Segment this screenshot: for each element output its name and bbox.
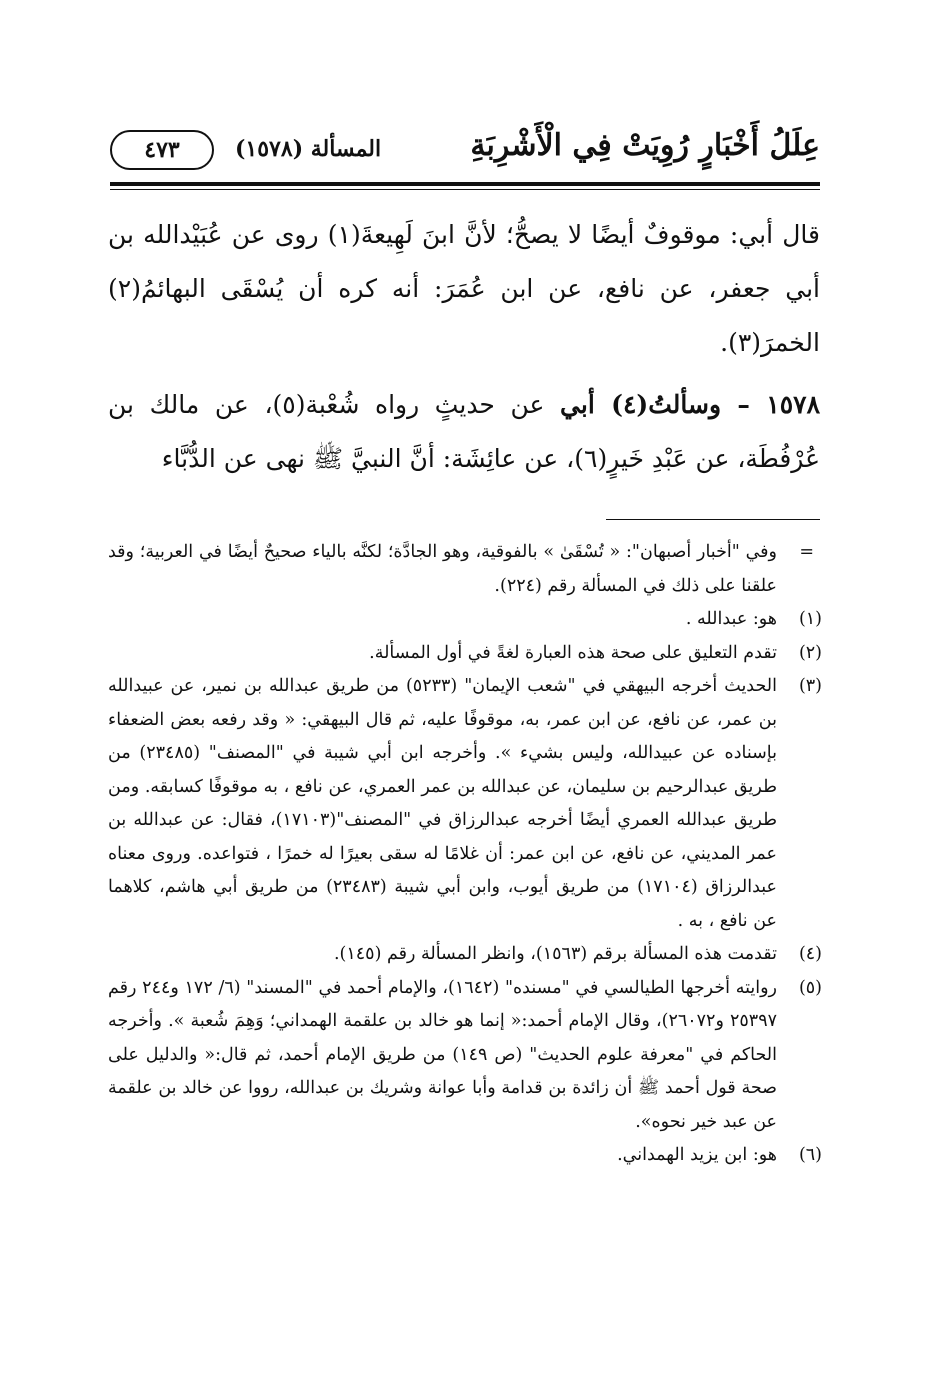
footnote-1 (108, 603, 822, 637)
footnote-text: تقدمت هذه المسألة برقم (١٥٦٣)، وانظر المسألة رقم (١٤٥). (333, 944, 777, 964)
page-header (110, 120, 820, 178)
footnote-2 (108, 637, 822, 671)
footnote-4 (108, 938, 822, 972)
footnote-3 (108, 670, 822, 938)
continuation-marker: = (799, 542, 814, 562)
paragraph-answer: قال أبي: موقوفٌ أيضًا لا يصحُّ؛ لأنَّ ابنَ لَهِيعةَ(١) روى عن عُبَيْدالله بن أبي جعفر، عن نافع، عن ابن عُمَرَ: أنه كره أن يُسْقَى البهائمُ(٢) الخمرَ(٣). (108, 220, 820, 357)
footnote-number: (٦) (798, 1145, 822, 1165)
footnote-separator (606, 519, 820, 520)
footnote-number: (٥) (798, 977, 822, 998)
footnote-5 (108, 972, 822, 1140)
footnote-text: وفي "أخبار أصبهان": « تُسْقَىٰ » بالفوقية، وهو الجادَّة؛ لكنَّه بالياء صحيحٌ أيضًا في العربية؛ وقد علقنا على ذلك في المسألة رقم (٢٢٤). (108, 542, 777, 596)
footnotes (108, 536, 822, 1173)
footnote-continuation (108, 536, 822, 603)
main-text (108, 208, 820, 486)
page-number: ٤٧٣ (110, 130, 214, 170)
footnote-text: الحديث أخرجه البيهقي في "شعب الإيمان" (٥٢٣٣) من طريق عبدالله بن نمير، عن عبيدالله بن عمر، عن نافع، عن ابن عمر، به، موقوفًا عليه، ثم قال البيهقي: « وقد رفعه بعض الضعفاء بإسناده عن عبيدالله، وليس بشيء ». وأخرجه ابن أبي شيبة في "المصنف" (٢٣٤٨٥) من طريق عبدالرحيم بن سليمان، عن عبدالله بن عمر العمري، عن نافع ، به موقوفًا كسابقه. ومن طريق عبدالله العمري أيضًا أخرجه عبدالرزاق في "المصنف"(١٧١٠٣)، فقال: عن عبدالله بن عمر المديني، عن نافع، عن ابن عمر: أن غلامًا له سقى بعيرًا له خمرًا ، فتواعده. وروى معناه عبدالرزاق (١٧١٠٤) من طريق أيوب، وابن أبي شيبة (٢٣٤٨٣) من طريق أبي هاشم، كلاهما عن نافع ، به . (108, 676, 777, 931)
footnote-text: تقدم التعليق على صحة هذه العبارة لغةً في أول المسألة. (369, 642, 777, 663)
header-rule-thin (110, 189, 820, 190)
footnote-number: (٢) (798, 642, 822, 663)
paragraph-question (108, 378, 820, 486)
footnote-6 (108, 1139, 822, 1173)
question-text: عن حديثٍ رواه شُعْبة(٥)، عن مالك بن عُرْفُطَة، عن عَبْدِ خَيرٍ(٦)، عن عائِشَة: أنَّ النبيَّ ﷺ نهى عن الدُّبَّاء (108, 390, 820, 473)
footnote-text: هو: ابن يزيد الهمداني. (617, 1145, 777, 1165)
footnote-text: هو: عبدالله . (685, 609, 777, 629)
issue-label: المسألة (١٥٧٨) (235, 136, 382, 162)
footnote-number: (٤) (798, 944, 822, 964)
question-number: ١٥٧٨ – وسألتُ(٤) أبي (560, 390, 820, 419)
footnote-text: روايته أخرجها الطيالسي في "مسنده" (١٦٤٢)، والإمام أحمد في "المسند" (٦/ ١٧٢ و٢٤٤ رقم ٢٥٣٩٧ و٢٦٠٧٢)، وقال الإمام أحمد:« إنما هو خالد بن علقمة الهمداني؛ وَهِمَ شُعبة ». وأخرجه الحاكم في "معرفة علوم الحديث" (ص ١٤٩) من طريق الإمام أحمد، ثم قال:« والدليل على صحة قول أحمد ﷺ أن زائدة بن قدامة وأبا عوانة وشريك بن عبدالله، رووا عن خالد بن علقمة عن عبد خير نحوه». (108, 977, 777, 1132)
book-title: عِلَلُ أَخْبَارٍ رُوِيَتْ فِي الْأَشْرِبَةِ (470, 128, 820, 163)
header-rule-thick (110, 182, 820, 186)
footnote-number: (٣) (798, 676, 822, 696)
footnote-number: (١) (798, 609, 822, 629)
